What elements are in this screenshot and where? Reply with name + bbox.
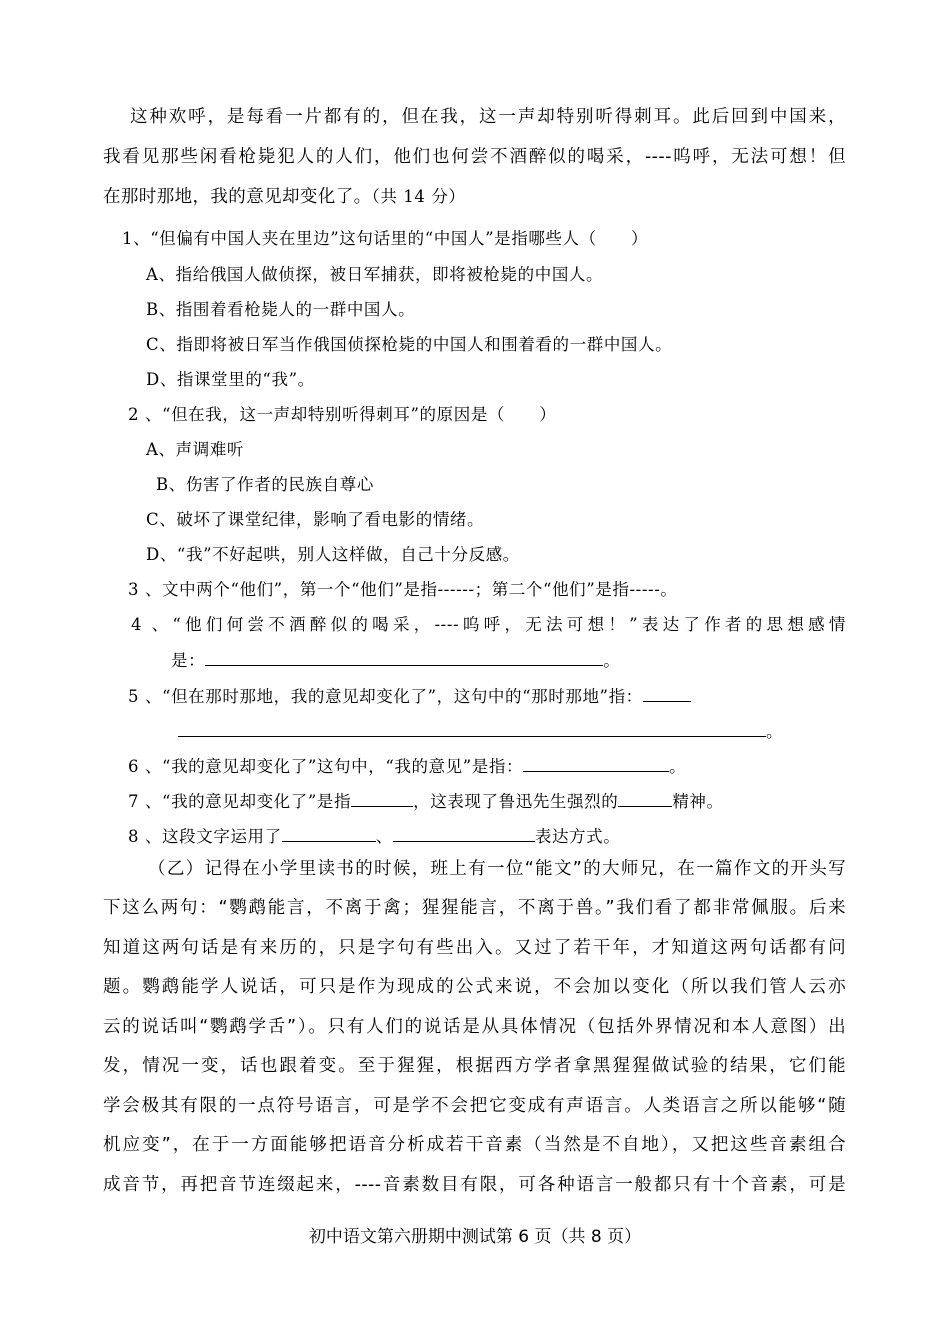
question-1-option-d: D、指课堂里的“我”。 <box>146 370 315 389</box>
passage-yi-line-7: 学会极其有限的一点符号语言，可是学不会把它变成有声语言。人类语言之所以能够“随 <box>103 1096 846 1116</box>
question-2-stem: 2 、“但在我，这一声却特别听得刺耳”的原因是（ ） <box>128 405 557 424</box>
passage-yi-line-6: 发，情况一变，话也跟着变。至于猩猩，根据西方学者拿黑猩猩做试验的结果，它们能 <box>103 1056 846 1076</box>
question-1-option-c: C、指即将被日军当作俄国侦探枪毙的中国人和围着看的一群中国人。 <box>146 335 673 354</box>
question-1-stem: 1、“但偏有中国人夹在里边”这句话里的“中国人”是指哪些人（ ） <box>122 229 649 248</box>
question-2-option-b: B、伤害了作者的民族自尊心 <box>156 475 374 494</box>
question-1-option-b: B、指围着看枪毙人的一群中国人。 <box>146 300 416 319</box>
question-4-answer-blank[interactable] <box>205 648 603 666</box>
question-5-answer-blank-2[interactable] <box>178 719 766 737</box>
question-8-answer-blank-1[interactable] <box>282 824 376 842</box>
question-7-answer-blank-2[interactable] <box>618 789 672 807</box>
question-8-suffix: 表达方式。 <box>534 827 621 846</box>
question-6-text: 6 、“我的意见却变化了”这句中，“我的意见”是指： <box>128 757 524 776</box>
score-note: （共 14 分） <box>371 187 466 206</box>
question-4-answer-suffix: 。 <box>603 651 621 670</box>
question-8-answer-blank-2[interactable] <box>393 824 535 842</box>
question-7-answer-blank-1[interactable] <box>351 789 413 807</box>
question-2-option-c: C、破坏了课堂纪律，影响了看电影的情绪。 <box>146 510 485 529</box>
passage-yi-line-8: 机应变”，在于一方面能够把语音分析成若干音素（当然是不自地），又把这些音素组合 <box>103 1135 846 1155</box>
question-4-line-2 <box>171 648 620 673</box>
question-7-suffix: 精神。 <box>672 792 724 811</box>
question-7 <box>128 789 724 814</box>
question-7-middle-text: ，这表现了鲁迅先生强烈的 <box>413 792 619 811</box>
passage-yi-line-5: 云的说话叫“鹦鹉学舌”）。只有人们的说话是从具体情况（包括外界情况和本人意图）出 <box>103 1017 846 1037</box>
question-6-suffix: 。 <box>669 757 687 776</box>
passage-jia-line-1: 这种欢呼，是每看一片都有的，但在我，这一声却特别听得刺耳。此后回到中国来， <box>130 107 846 127</box>
passage-yi-line-1: （乙）记得在小学里读书的时候，班上有一位“能文”的大师兄，在一篇作文的开头写 <box>148 859 846 879</box>
question-5-answer-blank-1[interactable] <box>643 684 691 702</box>
passage-jia-line-3 <box>103 185 466 209</box>
page-footer: 初中语文第六册期中测试第 6 页（共 8 页） <box>308 1227 642 1247</box>
question-4-line-1: 4 、“他们何尝不酒醉似的喝采，----呜呼，无法可想！”表达了作者的思想感情 <box>131 615 846 634</box>
question-7-text: 7 、“我的意见却变化了”是指 <box>128 792 352 811</box>
question-6 <box>128 754 686 779</box>
question-2-option-d: D、“我”不好起哄，别人这样做，自己十分反感。 <box>146 545 520 564</box>
passage-yi-line-9: 成音节，再把音节连缀起来，----音素数目有限，可各种语言一般都只有十个音素，可是 <box>103 1175 846 1195</box>
passage-yi-line-3: 知道这两句话是有来历的，只是字句有些出入。又过了若干年，才知道这两句话都有问 <box>103 938 846 958</box>
question-8 <box>128 824 620 849</box>
passage-yi-line-2: 下这么两句：“鹦鹉能言，不离于禽；猩猩能言，不离于兽。”我们看了都非常佩服。后来 <box>103 898 846 918</box>
question-5-text: 5 、“但在那时那地，我的意见却变化了”，这句中的“那时那地”指： <box>128 687 643 706</box>
question-8-separator: 、 <box>375 827 393 846</box>
question-5-line-2 <box>178 719 783 744</box>
question-5-answer-suffix: 。 <box>766 722 784 741</box>
question-3: 3 、文中两个“他们”，第一个“他们”是指------；第二个“他们”是指-----。 <box>128 580 678 599</box>
question-5-line-1 <box>128 684 691 709</box>
question-6-answer-blank[interactable] <box>523 754 669 772</box>
question-4-answer-prefix: 是： <box>171 651 206 670</box>
question-2-option-a: A、声调难听 <box>146 440 245 459</box>
question-1-option-a: A、指给俄国人做侦探，被日军捕获，即将被枪毙的中国人。 <box>146 265 604 284</box>
passage-jia-line-3-text: 在那时那地，我的意见却变化了。 <box>103 187 372 207</box>
passage-jia-line-2: 我看见那些闲看枪毙犯人的人们，他们也何尝不酒醉似的喝采，----呜呼，无法可想！但 <box>103 147 846 167</box>
passage-yi-line-4: 题。鹦鹉能学人说话，可只是作为现成的公式来说，不会加以变化（所以我们管人云亦 <box>103 977 846 997</box>
question-8-text: 8 、这段文字运用了 <box>128 827 282 846</box>
